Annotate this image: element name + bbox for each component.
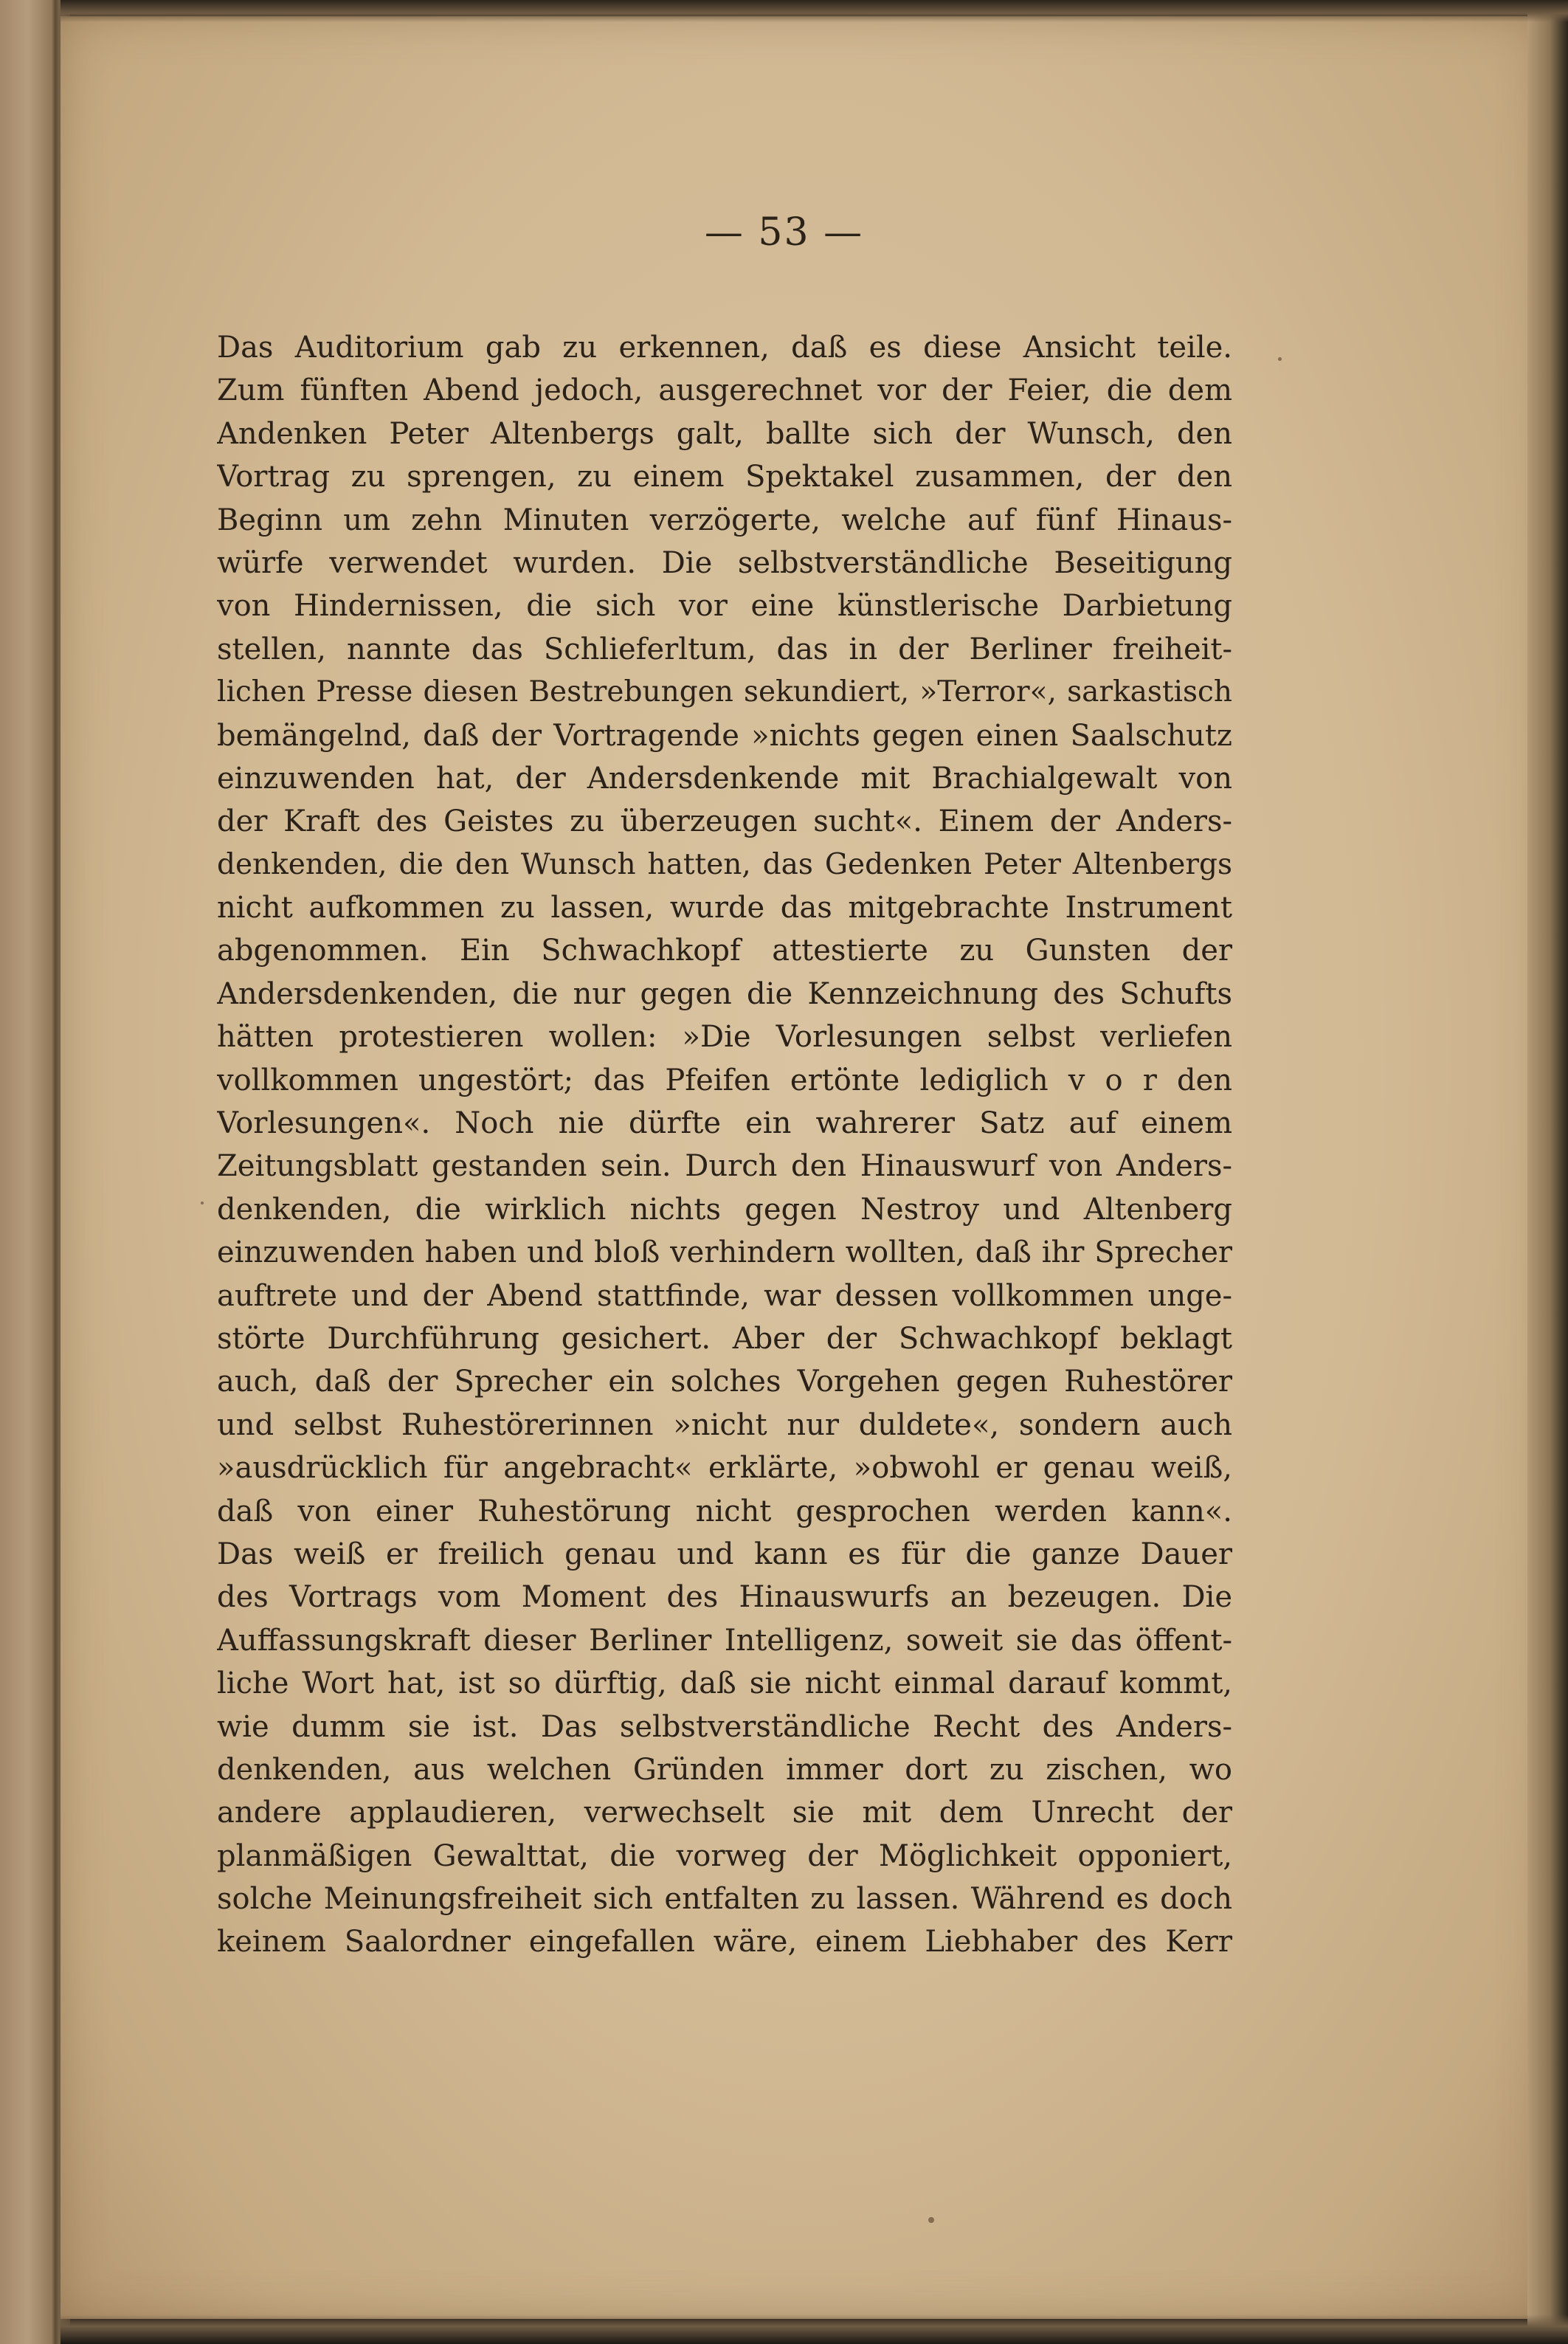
page-bottom-edge <box>61 2314 1568 2344</box>
text-line: Vorlesungen«. Noch nie dürfte ein wahrerer Satz auf einem <box>217 1106 1232 1141</box>
text-line: abgenommen. Ein Schwachkopf attestierte zu Gunsten der <box>217 934 1232 968</box>
text-line: »ausdrücklich für angebracht« erklärte, »obwohl er genau weiß, <box>217 1451 1232 1486</box>
text-line: denkenden, die wirklich nichts gegen Nestroy und Altenberg <box>217 1192 1232 1227</box>
text-line: des Vortrags vom Moment des Hinauswurfs an bezeugen. Die <box>217 1580 1232 1615</box>
text-line: denkenden, aus welchen Gründen immer dort zu zischen, wo <box>217 1752 1232 1787</box>
text-line: Zum fünften Abend jedoch, ausgerechnet vor der Feier, die dem <box>217 373 1232 408</box>
text-line: hätten protestieren wollen: »Die Vorlesungen selbst verliefen <box>217 1020 1232 1055</box>
page-number: — 53 — <box>704 210 864 255</box>
text-line: auftrete und der Abend stattfinde, war dessen vollkommen unge- <box>217 1278 1232 1313</box>
text-line: Das Auditorium gab zu erkennen, daß es diese Ansicht teile. <box>217 331 1232 365</box>
text-line: stellen, nannte das Schlieferltum, das in der Berliner freiheit- <box>217 632 1232 666</box>
text-line: einzuwenden hat, der Andersdenkende mit Brachialgewalt von <box>217 761 1232 796</box>
text-line: planmäßigen Gewalttat, die vorweg der Möglichkeit opponiert, <box>217 1838 1232 1873</box>
paper-speck <box>928 2217 934 2223</box>
text-line: nicht aufkommen zu lassen, wurde das mitgebrachte Instrument <box>217 891 1232 925</box>
binding-shadow <box>52 0 59 2344</box>
text-line: auch, daß der Sprecher ein solches Vorgehen gegen Ruhestörer <box>217 1365 1232 1399</box>
text-line: störte Durchführung gesichert. Aber der Schwachkopf beklagt <box>217 1321 1232 1356</box>
text-line: Zeitungsblatt gestanden sein. Durch den Hinauswurf von Anders- <box>217 1149 1232 1184</box>
page-right-edge <box>1527 0 1568 2344</box>
text-line: daß von einer Ruhestörung nicht gesprochen werden kann«. <box>217 1494 1232 1528</box>
text-line: der Kraft des Geistes zu überzeugen sucht«. Einem der Anders- <box>217 804 1232 839</box>
text-line: bemängelnd, daß der Vortragende »nichts gegen einen Saalschutz <box>217 718 1232 753</box>
text-line: würfe verwendet wurden. Die selbstverständliche Beseitigung <box>217 545 1232 580</box>
body-text <box>217 326 1232 1964</box>
text-line: keinem Saalordner eingefallen wäre, einem Liebhaber des Kerr <box>217 1925 1232 1959</box>
paper-speck <box>1278 357 1282 361</box>
text-line: lichen Presse diesen Bestrebungen sekundiert, »Terror«, sarkastisch <box>217 675 1232 709</box>
text-line: liche Wort hat, ist so dürftig, daß sie nicht einmal darauf kommt, <box>217 1666 1232 1701</box>
text-line: und selbst Ruhestörerinnen »nicht nur duldete«, sondern auch <box>217 1407 1232 1442</box>
text-line: solche Meinungsfreiheit sich entfalten zu lassen. Während es doch <box>217 1882 1232 1917</box>
text-line: wie dumm sie ist. Das selbstverständliche Recht des Anders- <box>217 1709 1232 1744</box>
text-line: einzuwenden haben und bloß verhindern wollten, daß ihr Sprecher <box>217 1235 1232 1270</box>
text-line: andere applaudieren, verwechselt sie mit dem Unrecht der <box>217 1796 1232 1830</box>
text-line: von Hindernissen, die sich vor eine künstlerische Darbietung <box>217 589 1232 624</box>
paper-speck <box>201 1202 204 1204</box>
text-line: Das weiß er freilich genau und kann es für die ganze Dauer <box>217 1537 1232 1571</box>
text-line: Auffassungskraft dieser Berliner Intelligenz, soweit sie das öffent- <box>217 1623 1232 1658</box>
text-line: Andersdenkenden, die nur gegen die Kennzeichnung des Schufts <box>217 976 1232 1011</box>
previous-page-edge <box>0 0 70 2344</box>
page-top-edge <box>61 0 1568 22</box>
text-line: vollkommen ungestört; das Pfeifen ertönte lediglich v o r den <box>217 1063 1232 1097</box>
text-line: Andenken Peter Altenbergs galt, ballte sich der Wunsch, den <box>217 416 1232 451</box>
text-line: denkenden, die den Wunsch hatten, das Gedenken Peter Altenbergs <box>217 847 1232 881</box>
text-line: Beginn um zehn Minuten verzögerte, welche auf fünf Hinaus- <box>217 503 1232 537</box>
text-line: Vortrag zu sprengen, zu einem Spektakel zusammen, der den <box>217 460 1232 494</box>
